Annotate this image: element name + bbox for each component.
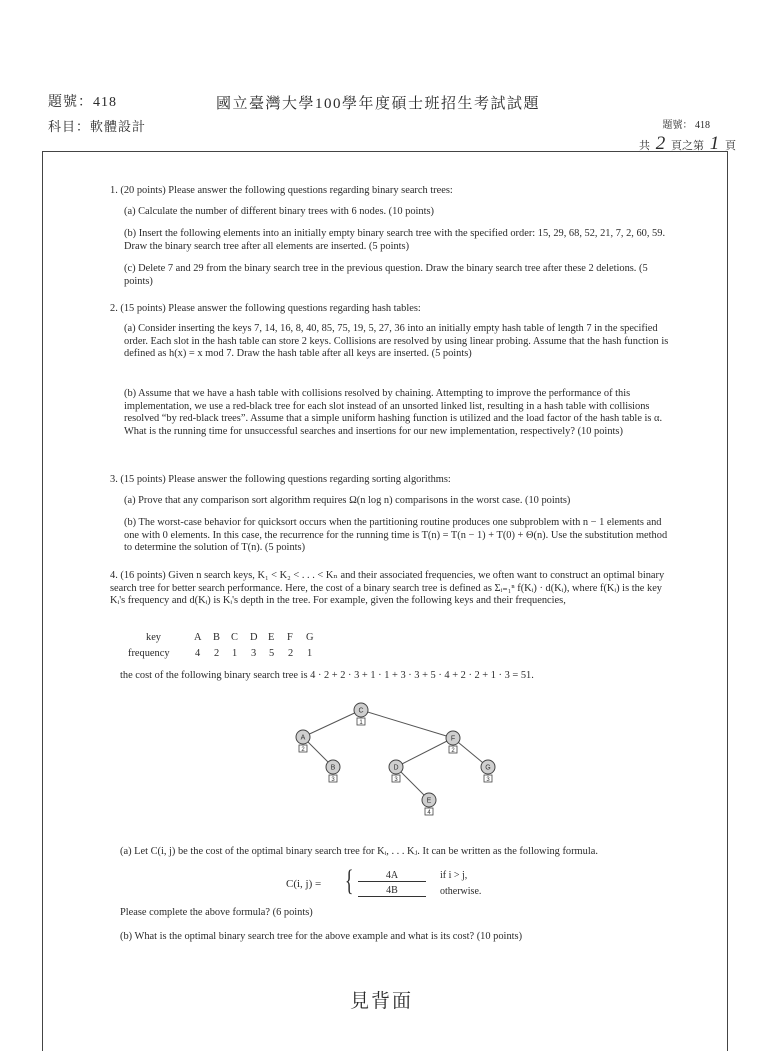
q4-part-b: (b) What is the optimal binary search tree for the above example and what is its cost? (10 points) <box>120 931 523 942</box>
tree-node-a <box>296 730 310 753</box>
tree-node-depth: 3 <box>331 777 335 783</box>
key-cell: E <box>268 632 275 643</box>
q3-part-b: (b) The worst-case behavior for quicksort occurs when the partitioning routine produces one subproblem with n − 1 elements and one with 0 elements. In this case, the recurrence for the running time is T(n) = T(n − 1) + T(0) + Θ(n). Use the substitution method to determine the solution of T(n). (5 points) <box>124 517 668 554</box>
key-cell: D <box>250 632 258 643</box>
tree-node-e <box>422 793 436 816</box>
tree-node-depth: 3 <box>486 777 490 783</box>
tree-node-d <box>389 760 403 783</box>
frequency-cell: 2 <box>288 648 294 659</box>
frequency-cell: 5 <box>269 648 275 659</box>
q2-stem: 2. (15 points) Please answer the following questions regarding hash tables: <box>110 303 421 314</box>
q3-part-a: (a) Prove that any comparison sort algorithm requires Ω(n log n) comparisons in the worst case. (10 points) <box>124 495 571 506</box>
frequency-cell: 1 <box>307 648 313 659</box>
tree-node-c <box>354 703 368 726</box>
frequency-cell: 3 <box>251 648 257 659</box>
tree-node-label: G <box>485 764 491 772</box>
q1-part-b: (b) Insert the following elements into an initially empty binary search tree with the specified order: 15, 29, 68, 52, 21, 7, 2, 60, 59. Draw the binary search tree after all elements are inserted. (5 points) <box>124 228 666 252</box>
edge-c-f <box>361 710 453 738</box>
formula-blank-4a: 4A <box>358 870 426 882</box>
key-frequency-table <box>128 632 348 664</box>
key-cell: C <box>231 632 238 643</box>
tree-node-depth: 3 <box>394 777 398 783</box>
tree-node-depth: 2 <box>301 747 305 753</box>
page-counter-suffix: 頁 <box>725 140 736 152</box>
formula-condition-1: if i > j, <box>440 870 468 881</box>
frequency-cell: 4 <box>195 648 201 659</box>
key-cell: A <box>194 632 202 643</box>
q2-part-b: (b) Assume that we have a hash table with collisions resolved by chaining. Attempting to improve the performance of this implementation, we use a red-black tree for each slot instead of an unsorted linked list, resulting in a hash table with collisions resolved “by red-black trees”. Assume that a simple uniform hashing function is utilized and the load factor of the hash table is α. What is the running time for unsuccessful searches and insertions for our new implementation, respectively? (10 points) <box>124 388 663 437</box>
tree-node-label: A <box>300 734 306 742</box>
page-total: 2 <box>655 133 666 154</box>
tree-node-b <box>326 760 340 783</box>
edge-c-a <box>303 707 364 737</box>
edge-f-d <box>396 735 456 767</box>
tree-node-g <box>481 760 495 783</box>
q1-part-c: (c) Delete 7 and 29 from the binary search tree in the previous question. Draw the binary search tree after these 2 deletions. (5 points) <box>124 263 648 287</box>
tree-node-depth: 2 <box>451 748 455 754</box>
frequency-row-label: frequency <box>128 648 170 659</box>
q4-part-a: (a) Let C(i, j) be the cost of the optimal binary search tree for Kᵢ, . . . Kⱼ. It can be written as the following formula. <box>120 846 598 857</box>
tree-node-label: C <box>358 707 364 715</box>
q1-stem: 1. (20 points) Please answer the following questions regarding binary search trees: <box>110 185 453 196</box>
page-counter-prefix: 共 <box>639 140 650 152</box>
exam-code: 題號：418 <box>48 95 117 110</box>
subject-label: 科目：軟體設計 <box>48 119 147 134</box>
key-cell: G <box>306 632 314 643</box>
q3-stem: 3. (15 points) Please answer the following questions regarding sorting algorithms: <box>110 474 451 485</box>
tree-node-depth: 1 <box>359 720 363 726</box>
q4-complete-formula: Please complete the above formula? (6 points) <box>120 907 313 918</box>
frequency-cell: 2 <box>214 648 220 659</box>
q2-part-a: (a) Consider inserting the keys 7, 14, 16, 8, 40, 85, 75, 19, 5, 27, 36 into an initially empty hash table of length 7 in the specified order. Each slot in the hash table can store 2 keys. Collisions are resolved by using linear probing. Assume that the hash function is defined as h(x) = x mod 7. Draw the hash table after all keys are inserted. (5 points) <box>124 323 669 360</box>
bst-diagram <box>280 696 510 826</box>
tree-node-label: B <box>330 764 336 772</box>
key-row-label: key <box>146 632 162 643</box>
tree-node-label: F <box>450 735 456 743</box>
key-cell: F <box>287 632 293 643</box>
key-cell: B <box>213 632 220 643</box>
formula-condition-2: otherwise. <box>440 886 482 897</box>
formula-brace: { <box>344 864 354 897</box>
q1-part-a: (a) Calculate the number of different binary trees with 6 nodes. (10 points) <box>124 206 434 217</box>
tree-node-f <box>446 731 460 754</box>
tree-node-label: D <box>393 764 399 772</box>
page-current: 1 <box>709 133 720 154</box>
formula-blank-4b: 4B <box>358 885 426 897</box>
q4-stem: 4. (16 points) Given n search keys, K₁ < K₂ < . . . < Kₙ and their associated frequencies, we often want to construct an optimal binary search tree for better search performance. Here, the cost of a binary search tree is defined as Σᵢ₌₁ⁿ f(Kᵢ) · d(Kᵢ), where f(Kᵢ) is the key Kᵢ's frequency and d(Kᵢ) is Kᵢ's depth in the tree. For example, given the following keys and their frequencies, <box>110 570 665 607</box>
q4-cost-line: the cost of the following binary search tree is 4 · 2 + 2 · 3 + 1 · 1 + 3 · 3 + 5 · 4 + 2 · 2 + 1 · 3 = 51. <box>120 670 534 681</box>
exam-code-small: 題號： 418 <box>662 120 710 131</box>
page-counter-mid: 頁之第 <box>671 140 704 152</box>
exam-title: 國立臺灣大學100學年度碩士班招生考試試題 <box>216 96 541 112</box>
see-reverse-note: 見背面 <box>350 990 414 1012</box>
tree-node-label: E <box>426 797 432 805</box>
tree-node-depth: 4 <box>427 810 431 816</box>
tree-edges <box>300 707 491 800</box>
formula-lhs: C(i, j) = <box>286 878 322 890</box>
frequency-cell: 1 <box>232 648 238 659</box>
